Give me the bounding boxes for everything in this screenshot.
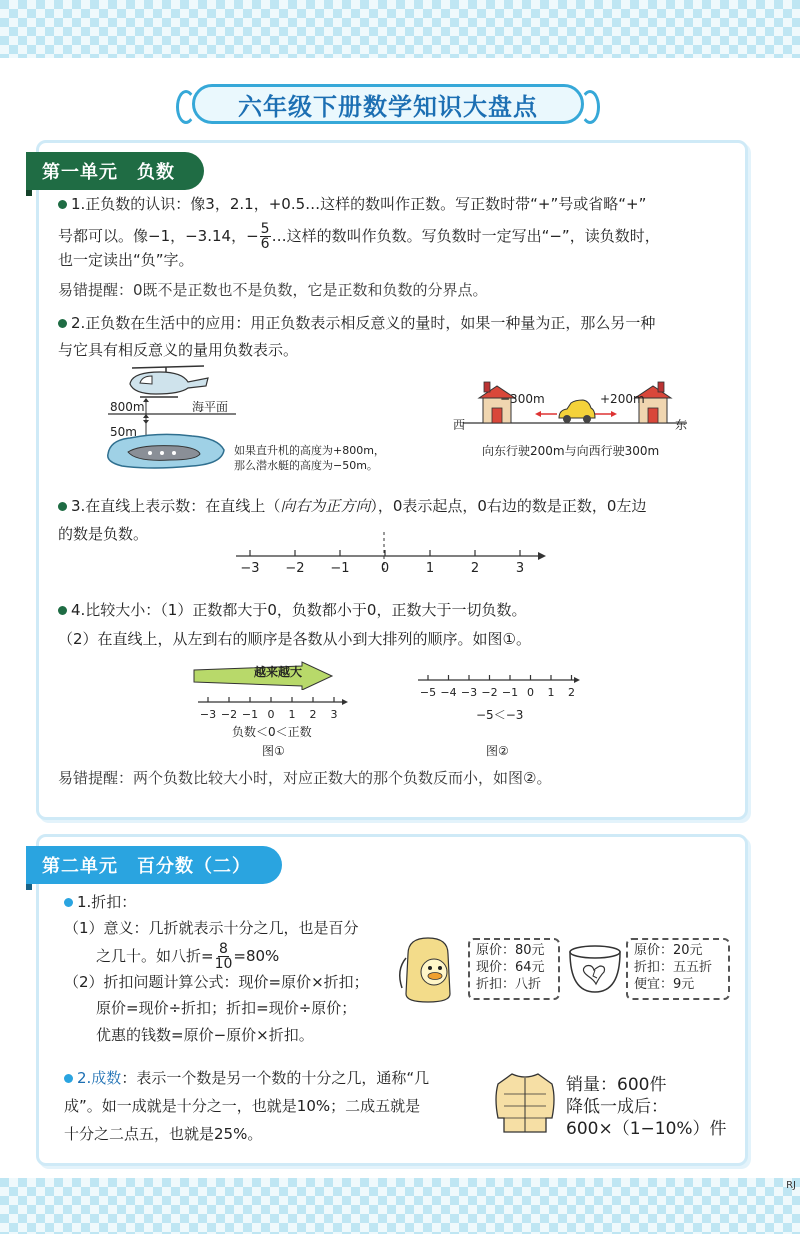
number-line-tick-label: 1 (547, 686, 555, 699)
u2-s2-line1: 2.成数：表示一个数是另一个数的十分之几，通称“几 (64, 1068, 429, 1088)
u2-s2-line2: 成”。如一成就是十分之一，也就是10%；二成五就是 (64, 1097, 421, 1115)
top-pattern-band (0, 0, 800, 58)
bullet-icon (58, 502, 67, 511)
number-line-tick-label: 1 (288, 708, 296, 721)
corner-mark: RJ (786, 1180, 796, 1191)
u2-s1-line5: 优惠的钱数=原价−原价×折扣。 (96, 1026, 314, 1044)
u1-s3-line1: 3.在直线上表示数：在直线上（向右为正方向），0表示起点，0右边的数是正数，0左边 (58, 496, 646, 516)
number-line-tick-label: 3 (515, 561, 525, 576)
number-line-tick-label: −1 (501, 686, 519, 699)
helicopter-caption-2: 那么潜水艇的高度为−50m。 (234, 459, 378, 472)
unit1-tab: 第一单元 负数 (26, 152, 204, 190)
u2-s2-line3: 十分之二点五，也就是25%。 (64, 1125, 263, 1143)
fig1-label: 图① (262, 744, 285, 758)
broken-bowl-icon (566, 940, 624, 996)
bullet-icon (64, 898, 73, 907)
box1-original-price: 原价：80元 (476, 943, 545, 958)
helicopter-submarine-illustration (100, 362, 240, 474)
number-line-tick-label: −4 (440, 686, 457, 699)
fraction-8-10: $\frac{8}{10}$ (214, 941, 233, 972)
number-line-tick-label: 0 (380, 561, 390, 576)
number-line-tick-label: −1 (330, 561, 350, 576)
helicopter-icon (130, 366, 208, 397)
arrow-text: 越来越大 (254, 665, 303, 679)
u1-s1-line2: 号都可以。像−1，−3.14，− $\frac{5}{6}$ …这样的数叫作负数。写负数时一定写出“−”，读负数时， (58, 221, 660, 252)
u1-s4-line1: 4.比较大小：（1）正数都大于0，负数都小于0，正数大于一切负数。 (58, 600, 526, 620)
number-line-tick-label: −2 (220, 708, 238, 721)
box2-discount: 折扣：五五折 (634, 960, 713, 975)
u2-s1-line4: 原价=现价÷折扣；折扣=现价÷原价； (96, 999, 357, 1017)
sea-level-label: 海平面 (192, 400, 229, 414)
u1-tip2: 易错提醒：两个负数比较大小时，对应正数大的那个负数反而小，如图②。 (58, 769, 552, 787)
u2-s1-line3: （2）折扣问题计算公式：现价=原价×折扣； (64, 973, 369, 991)
number-line-tick-label: −2 (481, 686, 498, 699)
price-box-2 (626, 938, 730, 1000)
u2-s1-head: 1.折扣： (64, 892, 136, 912)
number-line-tick-label: −1 (241, 708, 259, 721)
number-line-tick-label: −2 (285, 561, 305, 576)
number-line-tick-label: −5 (419, 686, 437, 699)
number-line-tick-label: 2 (470, 561, 480, 576)
number-line-tick-label: −3 (199, 708, 217, 721)
helicopter-caption-1: 如果直升机的高度为+800m， (234, 444, 385, 457)
page-title (176, 82, 600, 128)
sales-volume: 销量：600件 (566, 1075, 667, 1095)
u1-s2-line1: 2.正负数在生活中的应用：用正负数表示相反意义的量时，如果一种量为正，那么另一种 (58, 313, 655, 333)
number-line-tick-label: 2 (309, 708, 317, 721)
west-label: 西 (453, 418, 466, 432)
bullet-icon (64, 1074, 73, 1083)
bullet-icon (58, 606, 67, 615)
number-line-fig1 (196, 694, 356, 724)
u1-tip1: 易错提醒：0既不是正数也不是负数，它是正数和负数的分界点。 (58, 281, 488, 299)
u2-s1-line1: （1）意义：几折就表示十分之几，也是百分 (64, 919, 359, 937)
u1-s4-line2: （2）在直线上，从左到右的顺序是各数从小到大排列的顺序。如图①。 (58, 630, 531, 648)
box1-discount: 折扣：八折 (476, 977, 542, 992)
unit2-tab: 第二单元 百分数（二） (26, 846, 282, 884)
car-icon (559, 400, 595, 423)
reduce-label: 降低一成后： (566, 1097, 668, 1117)
helicopter-height-label: 800m (110, 400, 145, 414)
left-distance-label: −300m (500, 392, 545, 406)
number-line-tick-label: 0 (267, 708, 275, 721)
sales-formula: 600×（1−10%）件 (566, 1119, 727, 1139)
number-line-tick-label: 1 (425, 561, 435, 576)
number-line-main (232, 530, 552, 578)
east-label: 东 (675, 418, 688, 432)
fig1-relation: 负数＜0＜正数 (232, 725, 312, 739)
fig2-relation: −5＜−3 (476, 708, 524, 722)
duck-backpack-icon (394, 934, 464, 1006)
box2-savings: 便宜：9元 (634, 977, 695, 992)
number-line-tick-label: 0 (527, 686, 534, 699)
fraction-5-6: $\frac{5}{6}$ (260, 221, 270, 252)
u2-s1-line2: 之几十。如八折= $\frac{8}{10}$ =80% (96, 941, 280, 972)
u1-s2-line2: 与它具有相反意义的量用负数表示。 (58, 341, 299, 359)
number-line-tick-label: −3 (460, 686, 478, 699)
right-distance-label: +200m (600, 392, 645, 406)
page-title-text: 六年级下册数学知识大盘点 (192, 84, 584, 124)
u1-s3-line2: 的数是负数。 (58, 525, 149, 543)
u1-s1-line3: 也一定读出“负”字。 (58, 251, 194, 269)
submarine-depth-label: 50m (110, 425, 137, 439)
box1-current-price: 现价：64元 (476, 960, 545, 975)
number-line-fig2 (416, 672, 586, 702)
bottom-pattern-band (0, 1178, 800, 1234)
number-line-tick-label: 3 (330, 708, 338, 721)
number-line-tick-label: −3 (240, 561, 260, 576)
jacket-icon (490, 1068, 560, 1138)
u1-s1-line1: 1.正负数的认识：像3，2.1，+0.5…这样的数叫作正数。写正数时带“+”号或省略“+” (58, 194, 646, 214)
title-scroll-right (580, 90, 600, 124)
number-line-tick-label: 2 (568, 686, 575, 699)
price-box-1 (468, 938, 560, 1000)
bullet-icon (58, 319, 67, 328)
fig2-label: 图② (486, 744, 509, 758)
submarine-icon (108, 434, 224, 468)
bullet-icon (58, 200, 67, 209)
box2-original-price: 原价：20元 (634, 943, 703, 958)
houses-car-illustration (455, 376, 695, 436)
car-caption: 向东行驶200m与向西行驶300m (482, 444, 660, 458)
